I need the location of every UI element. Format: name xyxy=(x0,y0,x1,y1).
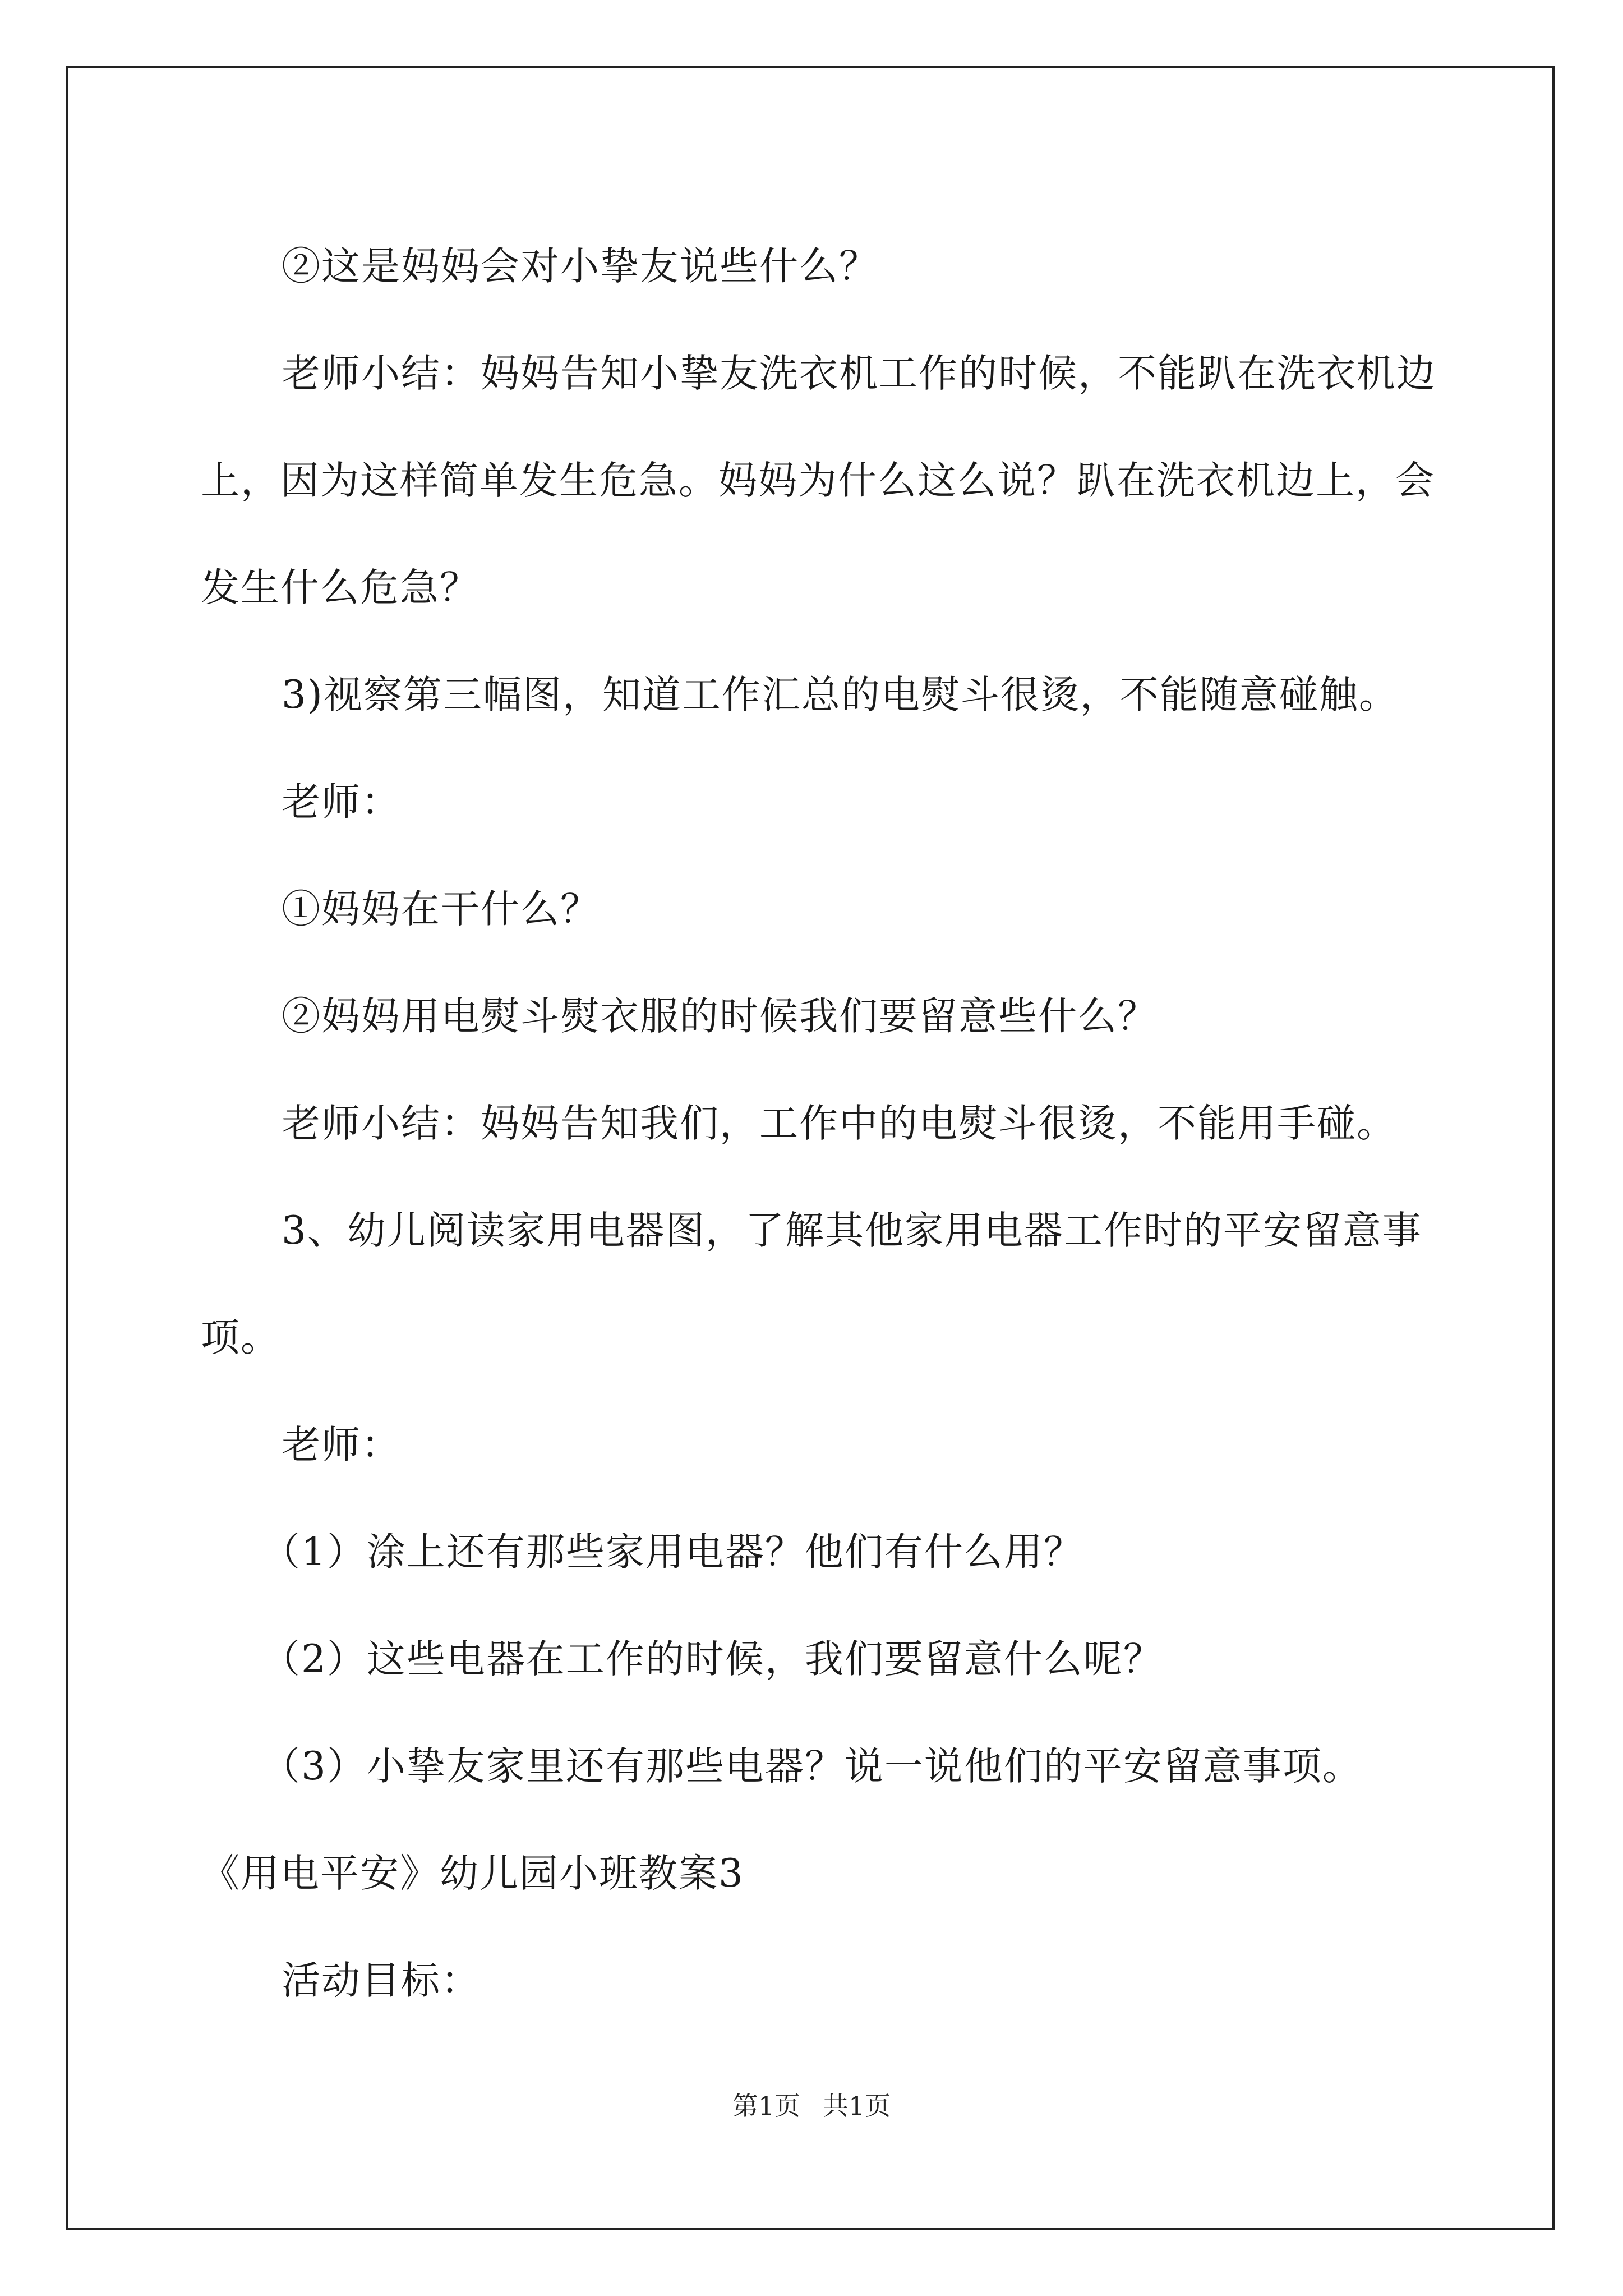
section-heading: 《用电平安》幼儿园小班教案3 xyxy=(201,1851,744,1896)
paragraph: ①妈妈在干什么？ xyxy=(282,887,600,932)
paragraph: （1）涂上还有那些家用电器？他们有什么用？ xyxy=(261,1530,1083,1575)
paragraph: 老师： xyxy=(282,780,401,825)
paragraph: 老师小结：妈妈告知小挚友洗衣机工作的时候，不能趴在洗衣机边上，因为这样简单发生危急。妈妈为什么这么说？趴在洗衣机边上，会发生什么危急？ xyxy=(201,351,1436,610)
paragraph: （2）这些电器在工作的时候，我们要留意什么呢？ xyxy=(261,1637,1163,1682)
paragraph: 老师小结：妈妈告知我们，工作中的电熨斗很烫，不能用手碰。 xyxy=(282,1101,1396,1146)
page-total: 共1页 xyxy=(823,2091,891,2121)
paragraph: 3、幼儿阅读家用电器图，了解其他家用电器工作时的平安留意事项。 xyxy=(201,1208,1422,1360)
paragraph: （3）小挚友家里还有那些电器？说一说他们的平安留意事项。 xyxy=(261,1744,1362,1789)
paragraph: ②妈妈用电熨斗熨衣服的时候我们要留意些什么？ xyxy=(282,994,1158,1039)
page-number: 第1页 xyxy=(732,2091,800,2121)
paragraph: ②这是妈妈会对小挚友说些什么？ xyxy=(282,244,879,289)
page-footer xyxy=(0,2086,1623,2123)
document-body xyxy=(201,213,1468,2035)
paragraph: 活动目标： xyxy=(282,1958,481,2003)
paragraph: 3)视察第三幅图，知道工作汇总的电熨斗很烫，不能随意碰触。 xyxy=(282,673,1399,717)
paragraph: 老师： xyxy=(282,1423,401,1467)
